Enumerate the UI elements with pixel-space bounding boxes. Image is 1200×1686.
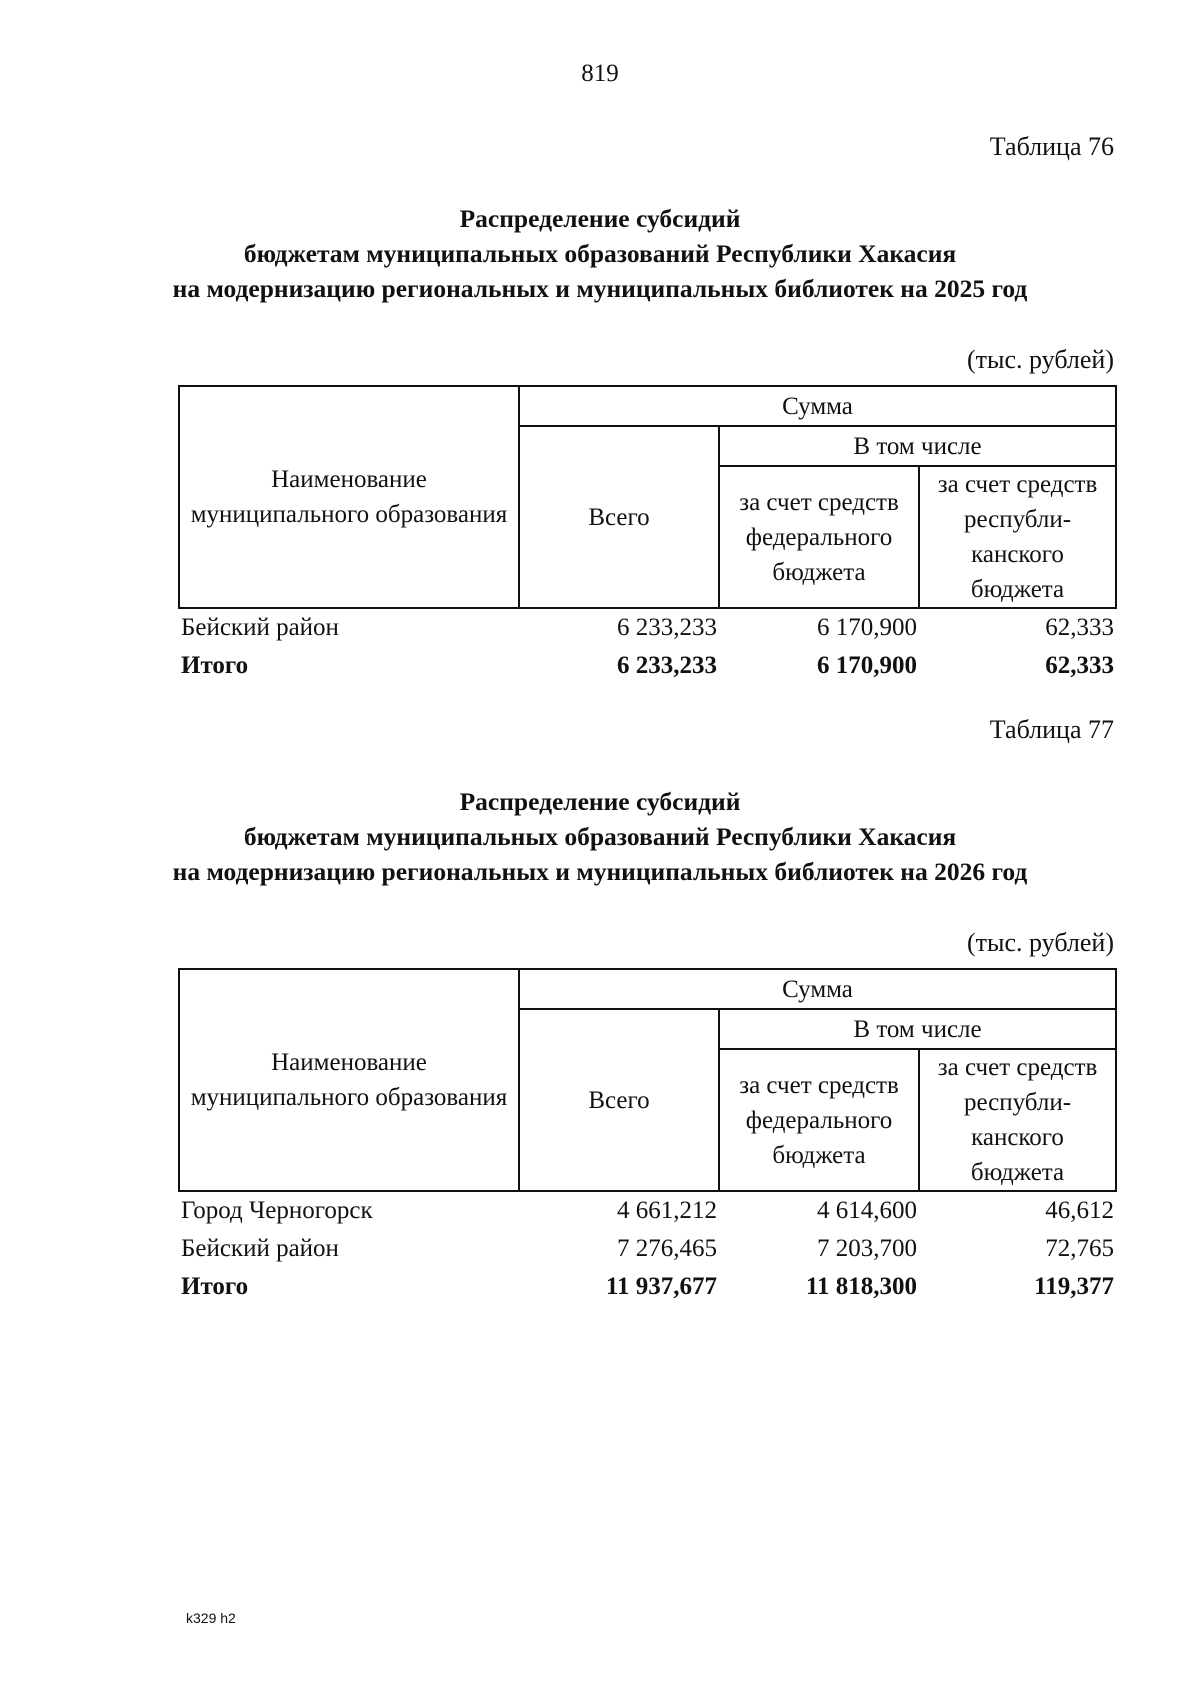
- header-sum: Сумма: [519, 969, 1116, 1009]
- distribution-table: [178, 385, 1117, 685]
- total-name: Итого: [181, 1273, 249, 1300]
- header-republic: за счет средств республи-канского бюджета: [919, 466, 1116, 608]
- header-federal: за счет средств федерального бюджета: [719, 466, 919, 608]
- table-row: [179, 1230, 1116, 1268]
- table-label: Таблица 77: [989, 715, 1114, 744]
- total-federal: 6 170,900: [817, 652, 917, 679]
- row-name: Бейский район: [181, 1235, 339, 1262]
- row-republic: 72,765: [1045, 1235, 1115, 1262]
- row-name: Бейский район: [181, 614, 339, 641]
- total-republic: 62,333: [1045, 652, 1115, 679]
- header-including: В том числе: [719, 1009, 1116, 1049]
- total-name: Итого: [181, 652, 249, 679]
- header-republic: за счет средств республи-канского бюджета: [919, 1049, 1116, 1191]
- table-label: Таблица 76: [989, 132, 1114, 161]
- table-title-line: на модернизацию региональных и муниципальных библиотек на 2026 год: [172, 857, 1028, 886]
- row-republic: 62,333: [1045, 614, 1115, 641]
- unit-label: (тыс. рублей): [966, 928, 1114, 957]
- total-sum: 11 937,677: [605, 1273, 717, 1300]
- table-row: [179, 608, 1116, 647]
- table-title-line: бюджетам муниципальных образований Республики Хакасия: [243, 822, 957, 851]
- distribution-table: [178, 968, 1117, 1306]
- row-total: 6 233,233: [617, 614, 717, 641]
- total-federal: 11 818,300: [805, 1273, 917, 1300]
- row-federal: 7 203,700: [817, 1235, 917, 1262]
- total-republic: 119,377: [1034, 1273, 1115, 1300]
- row-federal: 4 614,600: [817, 1197, 917, 1224]
- header-total: Всего: [519, 426, 719, 608]
- table-title-line: на модернизацию региональных и муниципальных библиотек на 2025 год: [172, 274, 1028, 303]
- row-name: Город Черногорск: [181, 1197, 373, 1224]
- page-number: 819: [581, 60, 619, 87]
- total-row: [179, 647, 1116, 685]
- header-including: В том числе: [719, 426, 1116, 466]
- row-total: 7 276,465: [617, 1235, 717, 1262]
- header-name: Наименование муниципального образования: [179, 969, 519, 1191]
- unit-label: (тыс. рублей): [966, 345, 1114, 374]
- table-title-line: бюджетам муниципальных образований Республики Хакасия: [243, 239, 957, 268]
- row-total: 4 661,212: [617, 1197, 717, 1224]
- total-sum: 6 233,233: [617, 652, 717, 679]
- header-sum: Сумма: [519, 386, 1116, 426]
- table-title-line: Распределение субсидий: [459, 787, 741, 816]
- header-name: Наименование муниципального образования: [179, 386, 519, 608]
- footer-code: k329 h2: [186, 1610, 236, 1626]
- total-row: [179, 1268, 1116, 1306]
- header-federal: за счет средств федерального бюджета: [719, 1049, 919, 1191]
- table-title-line: Распределение субсидий: [459, 204, 741, 233]
- row-republic: 46,612: [1045, 1197, 1115, 1224]
- table-title: [0, 784, 1200, 889]
- table-title: [0, 201, 1200, 306]
- table-row: [179, 1191, 1116, 1230]
- row-federal: 6 170,900: [817, 614, 917, 641]
- header-total: Всего: [519, 1009, 719, 1191]
